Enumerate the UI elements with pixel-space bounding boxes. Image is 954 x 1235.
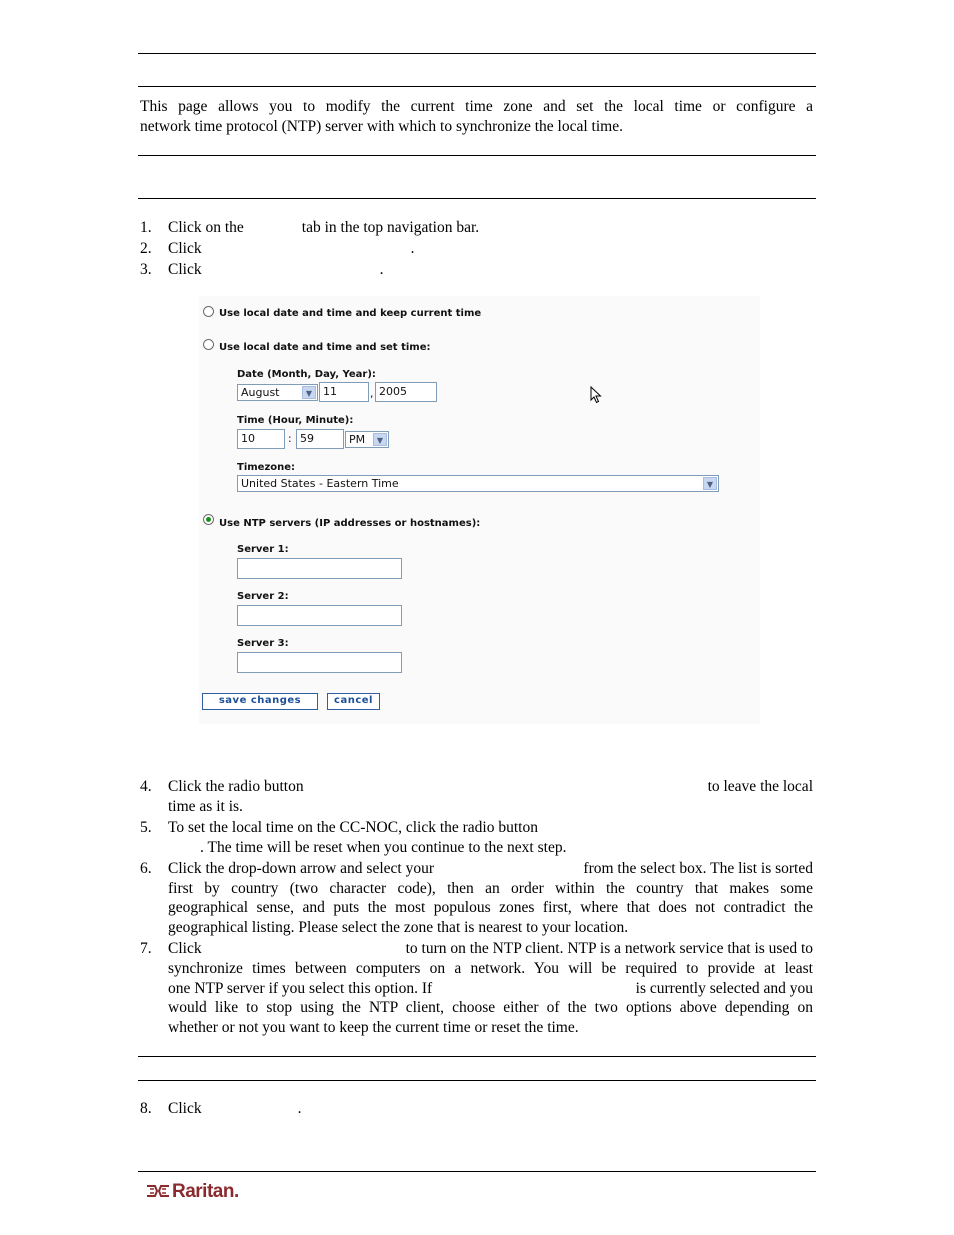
minute-input[interactable]: 59 — [296, 429, 344, 449]
step-8 — [168, 1099, 301, 1119]
step-text: . — [297, 1100, 302, 1117]
save-changes-button[interactable]: save changes — [202, 693, 318, 710]
ampm-select[interactable] — [345, 431, 389, 448]
header-rule — [138, 53, 816, 54]
ntp-radio[interactable] — [203, 514, 214, 525]
cancel-button[interactable]: cancel — [327, 693, 380, 710]
step-text: is currently selected and you — [635, 980, 813, 997]
step-7-line-1 — [168, 939, 813, 959]
step-2 — [168, 239, 414, 259]
timezone-value: United States - Eastern Time — [241, 477, 399, 490]
server3-input[interactable] — [237, 652, 402, 673]
step-number: 7. — [140, 940, 152, 957]
step-text: Click the drop-down arrow and select your — [168, 860, 435, 877]
step-number: 5. — [140, 819, 152, 836]
step-text: one NTP server if you select this option. If — [168, 980, 433, 997]
chevron-down-icon: ▼ — [373, 433, 387, 446]
step-text: tab in the top navigation bar. — [301, 219, 480, 236]
year-input[interactable]: 2005 — [375, 382, 437, 402]
step-text: . — [410, 240, 415, 257]
month-value: August — [241, 386, 280, 399]
step-text: Click on the — [168, 219, 244, 236]
section-rule — [138, 198, 816, 199]
step-6-line-3: geographical sense, and puts the most populous zones first, where that does not contradict the — [168, 899, 813, 916]
step-number: 1. — [140, 219, 152, 236]
step-5-line-1: To set the local time on the CC-NOC, click the radio button — [168, 819, 538, 836]
step-text: Click — [168, 1100, 202, 1117]
step-4-line-2: time as it is. — [168, 798, 243, 815]
step-number: 6. — [140, 860, 152, 877]
keep-time-radio[interactable] — [203, 306, 214, 317]
step-text: to leave the local — [707, 778, 813, 795]
ntp-label: Use NTP servers (IP addresses or hostnames): — [219, 518, 481, 529]
step-6-line-2: first by country (two character code), then an order within the country that makes some — [168, 880, 813, 897]
step-number: 2. — [140, 240, 152, 257]
logo-text: Raritan. — [172, 1181, 239, 1202]
time-settings-screenshot — [199, 296, 760, 724]
time-label: Time (Hour, Minute): — [237, 415, 354, 426]
step-number: 3. — [140, 261, 152, 278]
step-3 — [168, 260, 383, 280]
step-text: Click — [168, 261, 202, 278]
hour-input[interactable]: 10 — [237, 429, 285, 449]
time-separator: : — [288, 433, 292, 445]
step-number: 4. — [140, 778, 152, 795]
server1-label: Server 1: — [237, 544, 289, 555]
footer-rule — [138, 1171, 816, 1172]
step-7-line-2: synchronize times between computers on a network. You will be required to provide at least — [168, 960, 813, 977]
step-7-line-5: whether or not you want to keep the current time or reset the time. — [168, 1019, 579, 1036]
chevron-down-icon: ▼ — [302, 386, 316, 399]
date-label: Date (Month, Day, Year): — [237, 369, 376, 380]
server1-input[interactable] — [237, 558, 402, 579]
step-text: Click — [168, 240, 202, 257]
timezone-label: Timezone: — [237, 462, 296, 473]
step-5-line-2: . The time will be reset when you continue to the next step. — [200, 839, 567, 856]
step-number: 8. — [140, 1100, 152, 1117]
step-7-line-3 — [168, 979, 813, 999]
step-text: to turn on the NTP client. NTP is a network service that is used to — [405, 940, 813, 957]
step-1 — [168, 218, 479, 238]
section-rule — [138, 1080, 816, 1081]
ampm-value: PM — [349, 433, 366, 446]
intro-line-2: network time protocol (NTP) server with which to synchronize the local time. — [140, 118, 623, 135]
step-text: from the select box. The list is sorted — [583, 860, 813, 877]
server2-input[interactable] — [237, 605, 402, 626]
month-select[interactable] — [237, 384, 318, 401]
raritan-logo — [146, 1181, 239, 1203]
server3-label: Server 3: — [237, 638, 289, 649]
step-6-line-1 — [168, 859, 813, 879]
section-rule — [138, 1056, 816, 1057]
section-rule — [138, 155, 816, 156]
keep-time-label: Use local date and time and keep current time — [219, 308, 482, 319]
section-rule-top — [138, 86, 816, 87]
intro-line-1: This page allows you to modify the current time zone and set the local time or configure a — [140, 98, 813, 115]
server2-label: Server 2: — [237, 591, 289, 602]
step-text: Click — [168, 940, 202, 957]
chevron-down-icon: ▼ — [703, 477, 717, 490]
set-time-radio[interactable] — [203, 339, 214, 350]
timezone-select[interactable] — [237, 475, 719, 492]
step-text: . — [379, 261, 384, 278]
day-input[interactable]: 11 — [319, 382, 369, 402]
mouse-cursor-icon — [590, 386, 602, 404]
raritan-logo-icon — [146, 1183, 170, 1199]
step-4-line-1 — [168, 777, 813, 797]
step-text: Click the radio button — [168, 778, 304, 795]
step-7-line-4: would like to stop using the NTP client, choose either of the two options above depending on — [168, 999, 813, 1016]
set-time-label: Use local date and time and set time: — [219, 342, 431, 353]
date-separator: , — [370, 388, 374, 400]
step-6-line-4: geographical listing. Please select the zone that is nearest to your location. — [168, 919, 629, 936]
